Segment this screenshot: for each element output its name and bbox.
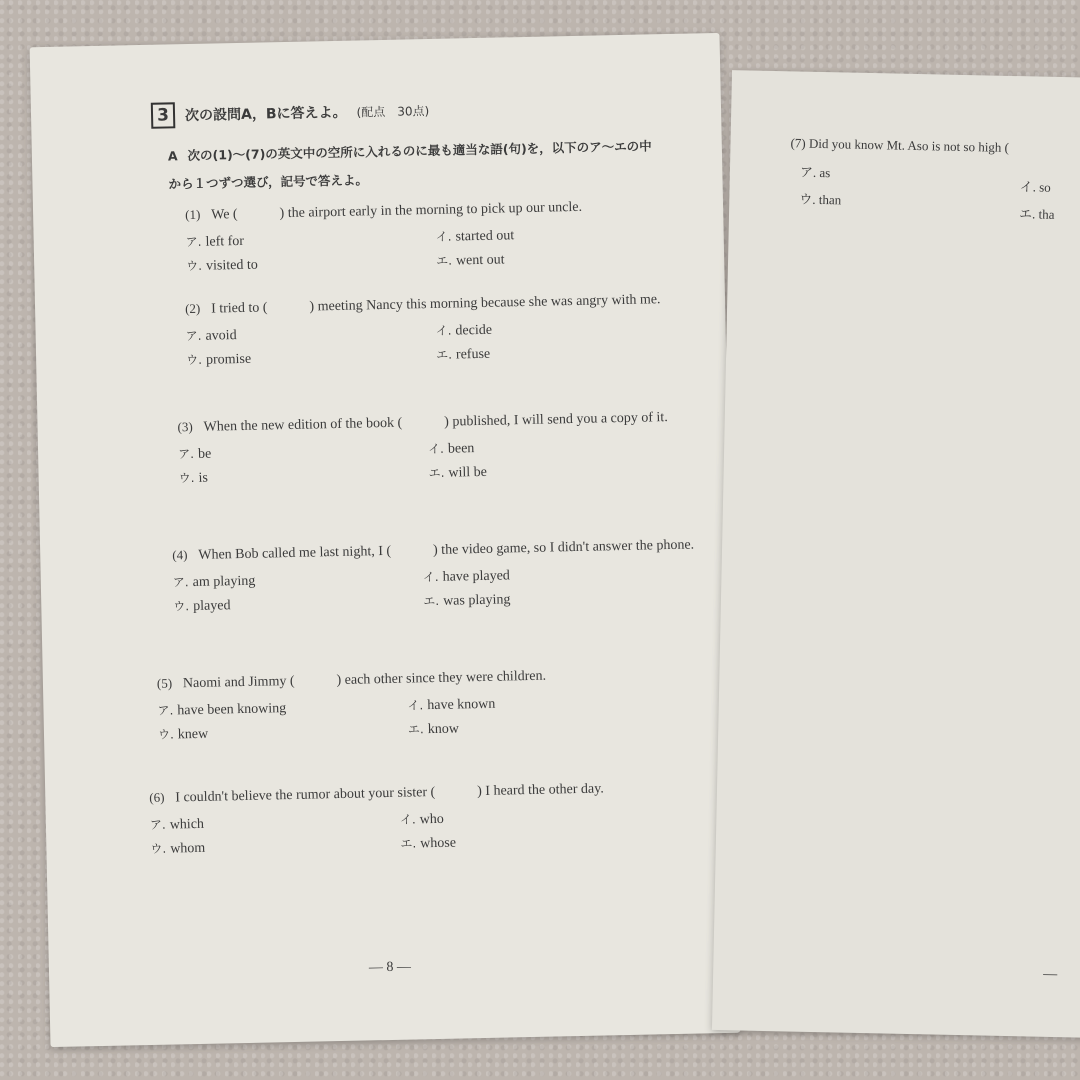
question-7-options-left [799, 162, 842, 217]
option-a: ア. as [799, 164, 831, 181]
option-mark: ア. [178, 446, 195, 462]
question-7-stem: (7) Did you know Mt. Aso is not so high ( [790, 135, 1010, 155]
option-mark: エ. [423, 593, 440, 609]
option-item [158, 721, 408, 744]
question-stem [185, 287, 699, 321]
question-3 [177, 405, 702, 487]
question-number: (1) [184, 206, 201, 223]
option-list [186, 222, 699, 275]
option-item [178, 440, 428, 463]
question-text-after: ) meeting Nancy this morning because she was angry with me. [309, 292, 661, 315]
option-c: ウ. than [799, 191, 842, 208]
option-text: played [193, 598, 231, 615]
option-text: decide [455, 322, 493, 339]
option-text: visited to [205, 257, 258, 274]
question-6 [149, 775, 710, 858]
option-text: refuse [455, 346, 491, 363]
instruction [168, 132, 689, 199]
option-text: been [447, 441, 475, 457]
instruction-line-2: から１つずつ選び，記号で答えよ。 [168, 172, 369, 192]
option-mark: ア. [157, 703, 174, 718]
question-text-before: We ( [210, 207, 238, 223]
option-mark: イ. [435, 229, 452, 244]
option-item [150, 835, 400, 858]
option-mark: ウ. [173, 599, 190, 614]
question-stem [185, 193, 697, 227]
option-text: am playing [192, 573, 256, 591]
question-stem [157, 661, 707, 696]
question-7-options-right [1019, 176, 1056, 231]
option-mark: イ. [407, 698, 424, 713]
question-number: (2) [184, 300, 201, 317]
question-text-after: ) each other since they were children. [336, 668, 547, 689]
option-mark: イ. [427, 441, 445, 457]
option-mark: ウ. [150, 841, 167, 856]
option-item [435, 223, 685, 246]
option-item [428, 459, 678, 482]
option-item [428, 435, 678, 458]
option-text: was playing [442, 592, 511, 609]
question-stem [177, 405, 701, 439]
option-mark: エ. [428, 465, 445, 481]
option-text: started out [455, 228, 515, 245]
question-text-after: ) the video game, so I didn't answer the phone. [432, 537, 695, 558]
option-text: know [427, 721, 460, 738]
option-item [186, 346, 436, 369]
answer-blank [295, 684, 337, 685]
question-number: (6) [149, 789, 165, 805]
option-item [408, 715, 658, 738]
option-item [436, 341, 686, 364]
option-item [157, 697, 407, 720]
option-mark: エ. [407, 722, 424, 737]
option-item [173, 568, 423, 591]
instruction-line-1: 次の(1)～(7)の英文中の空所に入れるのに最も適当な語(句)を，以下のア～エの中 [187, 138, 652, 164]
option-mark: ウ. [186, 352, 203, 368]
question-4 [172, 533, 705, 615]
option-mark: ア. [185, 234, 202, 250]
option-text: promise [205, 351, 252, 368]
option-list [185, 316, 700, 369]
page-number: — 8 — [368, 959, 412, 976]
option-item [173, 592, 423, 615]
option-item [423, 563, 673, 586]
option-b: イ. so [1019, 179, 1051, 195]
option-text: whose [420, 835, 457, 852]
option-mark: エ. [400, 836, 417, 851]
question-number: (3) [177, 419, 193, 435]
option-mark: ウ. [178, 470, 195, 486]
section-number: 3 [151, 102, 176, 128]
question-text-before: When the new edition of the book ( [203, 415, 403, 435]
question-text-after: ) I heard the other day. [477, 781, 604, 800]
option-text: whom [170, 840, 206, 857]
answer-blank [391, 554, 433, 555]
option-item [400, 830, 650, 853]
option-text: left for [205, 233, 245, 250]
question-text-after: ) published, I will send you a copy of it. [444, 410, 668, 430]
option-mark: イ. [435, 323, 452, 338]
question-5 [157, 661, 708, 744]
option-list [157, 690, 708, 744]
answer-blank [402, 426, 444, 427]
option-mark: ウ. [186, 258, 203, 274]
question-number: (5) [156, 675, 173, 691]
option-text: have played [442, 568, 511, 585]
option-mark: ウ. [157, 727, 175, 742]
option-text: have known [427, 696, 496, 714]
option-item [423, 587, 673, 610]
question-text-before: When Bob called me last night, I ( [198, 543, 392, 563]
option-text: knew [177, 726, 209, 743]
option-list [173, 562, 706, 615]
option-mark: イ. [399, 812, 416, 827]
section-title: 次の設問A，Bに答えよ。 [184, 104, 347, 125]
section-heading [151, 97, 430, 129]
option-text: who [419, 811, 444, 828]
option-text: which [169, 816, 205, 833]
question-text-before: I couldn't believe the rumor about your sister ( [175, 785, 436, 806]
left-page [30, 33, 741, 1047]
option-item [178, 464, 428, 487]
option-list [178, 434, 703, 487]
option-item [407, 691, 657, 714]
question-text-before: Naomi and Jimmy ( [182, 673, 295, 692]
option-text: is [198, 470, 208, 486]
question-2 [185, 287, 700, 369]
option-item [436, 247, 686, 270]
option-mark: ア. [149, 817, 166, 832]
option-text: will be [448, 464, 488, 481]
option-mark: エ. [435, 347, 453, 362]
option-mark: ア. [185, 328, 202, 344]
option-mark: イ. [422, 569, 439, 585]
page-number-partial: — [1043, 966, 1058, 983]
answer-blank [238, 217, 280, 218]
section-points: (配点 30点) [356, 103, 430, 120]
option-item [185, 322, 435, 345]
answer-blank [435, 795, 477, 796]
option-text: avoid [205, 328, 237, 344]
option-d: エ. tha [1018, 206, 1055, 222]
option-list [150, 804, 711, 858]
instruction-label: A [167, 148, 178, 164]
option-mark: ア. [172, 575, 189, 590]
option-item [186, 252, 436, 275]
question-text-before: I tried to ( [210, 300, 268, 317]
question-number: (4) [172, 547, 188, 563]
question-stem [172, 533, 704, 567]
right-page [712, 70, 1080, 1038]
question-stem [149, 775, 709, 810]
question-1 [185, 193, 698, 275]
option-item [435, 317, 685, 340]
question-text-after: ) the airport early in the morning to pick up our uncle. [279, 199, 583, 222]
option-item [150, 811, 400, 834]
option-item [400, 806, 650, 829]
option-item [186, 228, 436, 251]
option-text: went out [455, 252, 505, 269]
option-text: have been knowing [177, 701, 287, 719]
option-mark: エ. [436, 253, 453, 268]
option-text: be [197, 446, 212, 462]
answer-blank [268, 311, 310, 312]
